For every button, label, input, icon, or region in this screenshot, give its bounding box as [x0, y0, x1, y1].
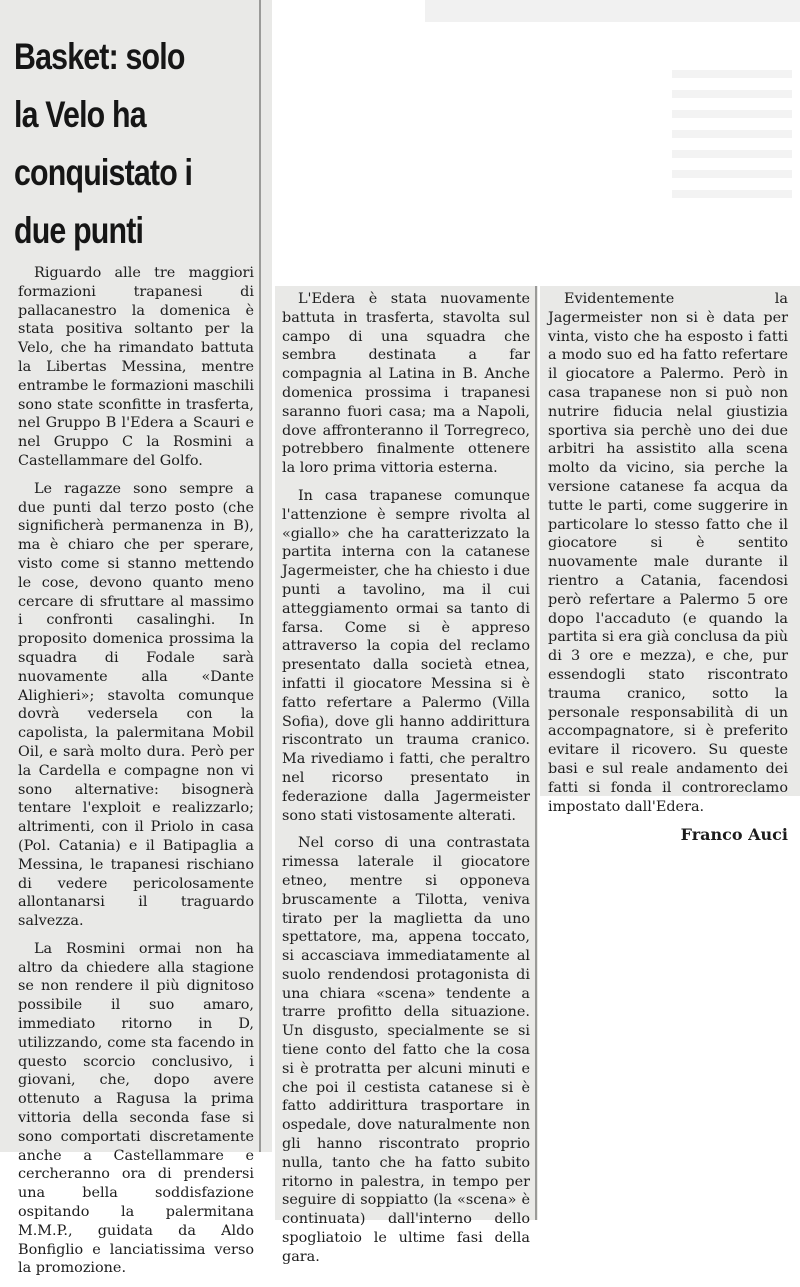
faded-text-ghost [672, 70, 792, 210]
article-column-right [548, 290, 788, 844]
paragraph: Nel corso di una contrastata rimessa laterale il giocatore etneo, mentre si opponeva bruscamente a Tilotta, veniva tirato per la maglietta da uno spettatore, ma, appena toccato, si accasciava immediatamente al suolo rendendosi protagonista di una chiara «scena» tendente a trarre profitto della situazione. Un disgusto, specialmente se si tiene conto del fatto che la cosa si è protratta per alcuni minuti e che poi il cestista catanese si è fatto addirittura trasportare in ospedale, dove naturalmente non gli hanno riscontrato proprio nulla, tanto che ha fatto subito ritorno in palestra, in tempo per seguire di soppiatto (la «scena» è continuata) dall'interno dello spogliatoio le ultime fasi della gara. [282, 835, 530, 1265]
paragraph: In casa trapanese comunque l'attenzione è sempre rivolta al «giallo» che ha caratterizzato la partita interna con la catanese Jagermeister, che ha chiesto i due punti a tavolino, ma il cui atteggiamento ormai sa tanto di farsa. Come si è appreso attraverso la copia del reclamo presentato dalla società etnea, infatti il giocatore Messina si è fatto refertare a Palermo (Villa Sofia), dove gli hanno addirittura riscontrato un trauma cranico. Ma rivediamo i fatti, che peraltro nel ricorso presentato in federazione dalla Jagermeister sono stati vistosamente alterati. [282, 487, 530, 824]
column-divider-left [259, 0, 261, 1152]
paragraph: Le ragazze sono sempre a due punti dal terzo posto (che significherà permanenza in B), ma è chiaro che per sperare, visto come si stanno mettendo le cose, devono quanto meno cercare di sfruttare al massimo i confronti casalinghi. In proposito domenica prossima la squadra di Fodale sarà nuovamente alla «Dante Alighieri»; stavolta comunque dovrà vedersela con la capolista, la palermitana Mobil Oil, e sarà molto dura. Però per la Cardella e compagne non vi sono alternative: bisognerà tentare l'exploit e realizzarlo; altrimenti, con il Priolo in casa (Pol. Catania) e il Batipaglia a Messina, le trapanesi rischiano di vedere pericolosamente allontanarsi il traguardo salvezza. [18, 480, 254, 930]
article-column-left [18, 264, 254, 1287]
paragraph: L'Edera è stata nuovamente battuta in trasferta, stavolta sul campo di una squadra che sembra destinata a far compagnia al Latina in B. Anche domenica prossima i trapanesi saranno fuori casa; ma a Napoli, dove affronteranno il Torregreco, potrebbero finalmente ottenere la loro prima vittoria esterna. [282, 291, 530, 477]
faded-header-strip [425, 0, 800, 22]
paragraph: La Rosmini ormai non ha altro da chiedere alla stagione se non rendere il più dignitoso possibile il suo amaro, immediato ritorno in D, utilizzando, come sta facendo in questo scorcio conclusivo, i giovani, che, dopo avere ottenuto a Ragusa la prima vittoria della seconda fase si sono comportati discretamente anche a Castellammare e cercheranno ora di prendersi una bella soddisfazione ospitando la palermitana M.M.P., guidata da Aldo Bonfiglio e lanciatissima verso la promozione. [18, 940, 254, 1277]
paragraph: Riguardo alle tre maggiori formazioni trapanesi di pallacanestro la domenica è stata positiva soltanto per la Velo, che ha rimandato battuta la Libertas Messina, mentre entrambe le formazioni maschili sono state sconfitte in trasferta, nel Gruppo B l'Edera a Scauri e nel Gruppo C la Rosmini a Castellammare del Golfo. [18, 265, 254, 469]
faded-scan-area [275, 0, 800, 286]
paragraph: Evidentemente la Jagermeister non si è data per vinta, visto che ha esposto i fatti a modo suo ed ha fatto refertare il giocatore a Palermo. Però in casa trapanese non si può non nutrire fiducia nelal giustizia sportiva sia perchè uno dei due arbitri ha assistito alla scena molto da vicino, sia perche la versione catanese fa acqua da tutte le parti, come suggerire in particolare lo stesso fatto che il giocatore si è sentito nuovamente male durante il rientro a Catania, facendosi però refertare a Palermo 5 ore dopo l'accaduto (e quando la partita si era già conclusa da più di 3 ore e mezza), e che, pur essendogli stato riscontrato trauma cranico, sotto la personale responsabilità di un accompagnatore, si è preferito evitare il ricovero. Su queste basi e sul reale andamento dei fatti si fonda il controreclamo impostato dall'Edera. [548, 291, 788, 815]
column-divider-middle [535, 286, 537, 1220]
article-column-middle [282, 290, 530, 1276]
author-signature: Franco Auci [680, 825, 788, 845]
article-headline: Basket: solo la Velo ha conquistato i due punti [14, 36, 193, 251]
